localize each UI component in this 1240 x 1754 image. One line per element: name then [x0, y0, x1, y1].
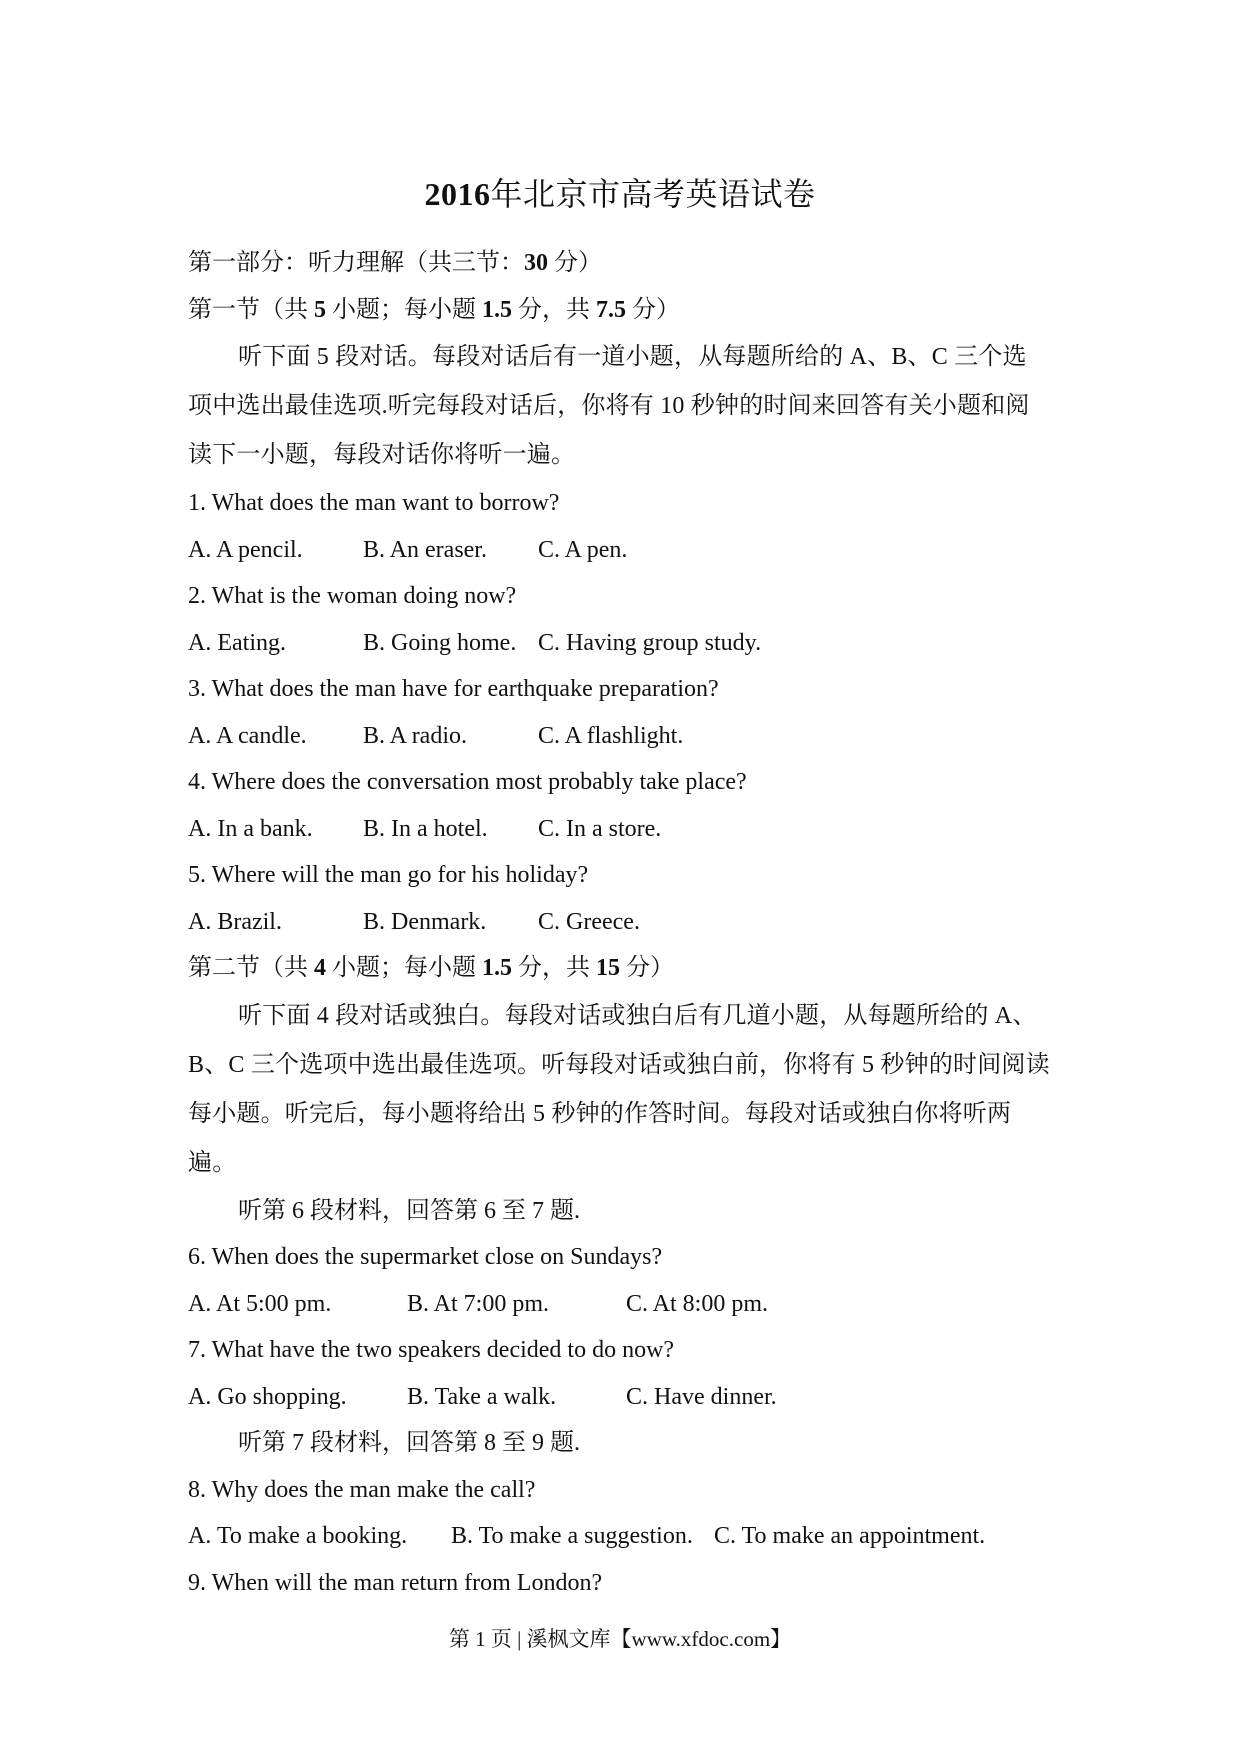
section2-heading-num: 4: [314, 955, 326, 981]
options-1: [188, 527, 1058, 574]
question-9: 9. When will the man return from London?: [188, 1569, 603, 1596]
section1-heading: [188, 287, 1058, 334]
option-1b: B. An eraser.: [363, 536, 487, 563]
option-6a: A. At 5:00 pm.: [188, 1290, 332, 1317]
material-7-note: 听第 7 段材料，回答第 8 至 9 题.: [238, 1430, 580, 1456]
question-4: 4. Where does the conversation most probably take place?: [188, 769, 747, 795]
section1-heading-num: 1.5: [482, 296, 512, 323]
section1-heading-part: 小题；每小题: [326, 296, 482, 323]
option-1c: C. A pen.: [538, 536, 628, 563]
option-8b: B. To make a suggestion.: [451, 1523, 693, 1549]
options-5: [188, 899, 1058, 946]
options-3: [188, 713, 1058, 760]
section2-heading-num: 15: [596, 955, 620, 981]
option-7b: B. Take a walk.: [407, 1383, 557, 1410]
section2-heading-num: 1.5: [482, 955, 512, 981]
question-2: 2. What is the woman doing now?: [188, 583, 517, 609]
section2-heading: [188, 945, 1058, 992]
option-4c: C. In a store.: [538, 815, 662, 842]
option-4a: A. In a bank.: [188, 815, 313, 842]
option-8c: C. To make an appointment.: [714, 1523, 986, 1549]
section2-heading-part: 分，共: [512, 955, 596, 981]
option-2c: C. Having group study.: [538, 629, 762, 656]
part1-heading: [188, 240, 1058, 287]
section2-heading-part: 分）: [620, 955, 674, 981]
options-6: [188, 1281, 1058, 1328]
option-6b: B. At 7:00 pm.: [407, 1290, 550, 1317]
page-footer: 第 1 页 | 溪枫文库【www.xfdoc.com】: [448, 1627, 792, 1651]
material-6-note: 听第 6 段材料，回答第 6 至 7 题.: [238, 1197, 580, 1224]
option-2b: B. Going home.: [363, 629, 517, 656]
option-5a: A. Brazil.: [188, 908, 282, 935]
option-5c: C. Greece.: [538, 908, 640, 935]
option-8a: A. To make a booking.: [188, 1523, 408, 1549]
option-3c: C. A flashlight.: [538, 722, 684, 749]
option-7a: A. Go shopping.: [188, 1383, 347, 1410]
option-3a: A. A candle.: [188, 722, 307, 749]
section1-heading-num: 5: [314, 296, 326, 323]
part1-heading-pre: 第一部分：听力理解（共三节：: [188, 250, 524, 276]
options-4: [188, 806, 1058, 853]
question-5: 5. Where will the man go for his holiday?: [188, 862, 589, 888]
section1-instruction: 听下面 5 段对话。每段对话后有一道小题，从每题所给的 A、B、C 三个选项中选出最佳选项.听完每段对话后，你将有 10 秒钟的时间来回答有关小题和阅读下一小题，每段对话你将听一遍。: [188, 344, 1030, 468]
part1-heading-num: 30: [524, 250, 548, 276]
option-4b: B. In a hotel.: [363, 815, 488, 842]
section1-heading-part: 第一节（共: [188, 296, 314, 323]
section2-instruction: 听下面 4 段对话或独白。每段对话或独白后有几道小题，从每题所给的 A、B、C 三个选项中选出最佳选项。听每段对话或独白前，你将有 5 秒钟的时间阅读每小题。听完后，每小题将给出 5 秒钟的作答时间。每段对话或独白你将听两遍。: [188, 1002, 1050, 1176]
question-1: 1. What does the man want to borrow?: [188, 490, 560, 516]
option-7c: C. Have dinner.: [626, 1383, 777, 1410]
part1-heading-post: 分）: [548, 250, 602, 276]
page-title: [0, 174, 1240, 214]
title-year: 2016: [424, 176, 491, 212]
title-text: 年北京市高考英语试卷: [490, 176, 816, 212]
document-body: [188, 240, 1058, 1606]
question-6: 6. When does the supermarket close on Sundays?: [188, 1244, 663, 1270]
section2-heading-part: 第二节（共: [188, 955, 314, 981]
option-6c: C. At 8:00 pm.: [626, 1290, 769, 1317]
options-7: [188, 1374, 1058, 1421]
question-3: 3. What does the man have for earthquake preparation?: [188, 676, 719, 702]
option-2a: A. Eating.: [188, 629, 286, 656]
option-5b: B. Denmark.: [363, 908, 487, 935]
section1-heading-part: 分）: [626, 296, 680, 323]
section1-heading-part: 分，共: [512, 296, 596, 323]
section1-heading-num: 7.5: [596, 296, 626, 323]
question-7: 7. What have the two speakers decided to do now?: [188, 1337, 675, 1363]
options-8: [188, 1513, 1058, 1560]
section2-heading-part: 小题；每小题: [326, 955, 482, 981]
question-8: 8. Why does the man make the call?: [188, 1476, 536, 1503]
options-2: [188, 620, 1058, 667]
option-3b: B. A radio.: [363, 722, 468, 749]
option-1a: A. A pencil.: [188, 536, 303, 563]
